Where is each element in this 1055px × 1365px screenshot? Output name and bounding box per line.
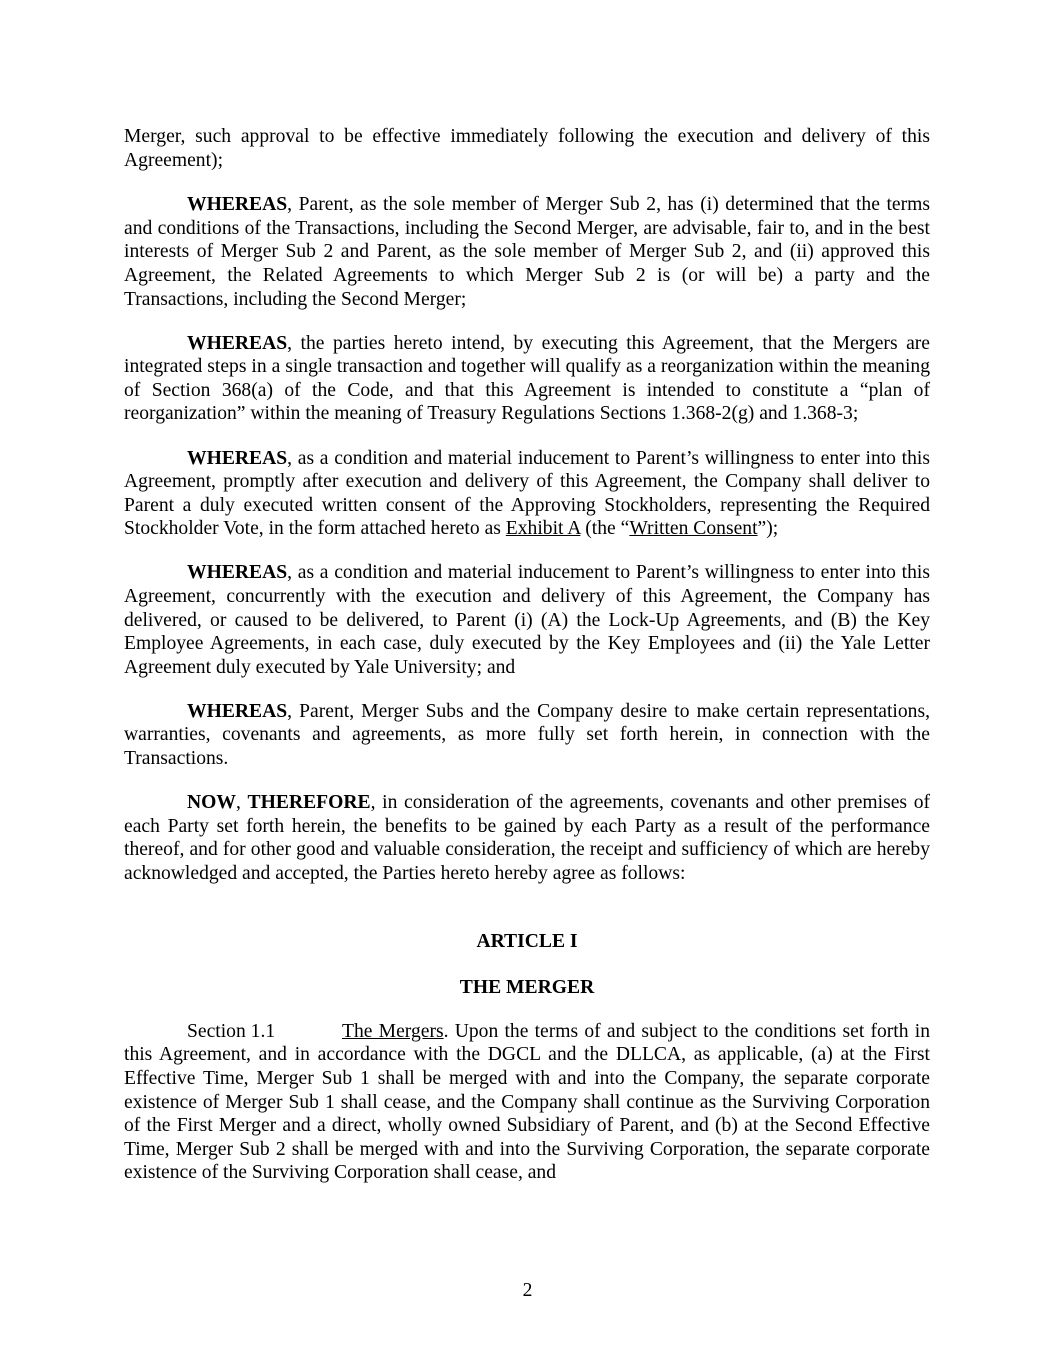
operative-paragraph: NOW, THEREFORE, in consideration of the agreements, covenants and other premises of each Party set forth herein, the benefits to be gained by each Party as a result of the performance thereof, and for other good and valuable consideration, the receipt and sufficiency of which are hereby acknowledged and accepted, the Parties hereto hereby agree as follows: bbox=[124, 792, 931, 884]
article-number: ARTICLE I bbox=[476, 930, 578, 952]
defined-term: Written Consent bbox=[629, 518, 758, 540]
recital-paragraph: WHEREAS, as a condition and material inducement to Parent’s willingness to enter into this Agreement, promptly after execution and delivery of this Agreement, the Company shall deliver to Parent a duly executed written consent of the Approving Stockholders, representing the Required Stockholder Vote, in the form attached hereto as Exhibit A (the “Written Consent”); bbox=[124, 447, 930, 540]
operative-lead: THEREFORE bbox=[247, 792, 371, 814]
article-title: THE MERGER bbox=[459, 977, 595, 999]
operative-lead: NOW bbox=[187, 792, 236, 814]
document-body bbox=[124, 125, 930, 1205]
section-paragraph: Section 1.1 The Mergers. Upon the terms of and subject to the conditions set forth in this Agreement, and in accordance with the DGCL and the DLLCA, as applicable, (a) at the First Effective Time, Merger Sub 1 shall be merged with and into the Company, the separate corporate existence of Merger Sub 1 shall cease, and the Company shall continue as the Surviving Corporation of the First Merger and a direct, wholly owned Subsidiary of Parent, and (b) at the Second Effective Time, Merger Sub 2 shall be merged with and into the Surviving Corporation, the separate corporate existence of the Surviving Corporation shall cease, and bbox=[124, 1020, 930, 1184]
recital-paragraph: WHEREAS, Parent, Merger Subs and the Company desire to make certain representations, warranties, covenants and agreements, as more fully set forth herein, in connection with the Transactions. bbox=[124, 700, 930, 770]
recital-paragraph: WHEREAS, Parent, as the sole member of Merger Sub 2, has (i) determined that the terms and conditions of the Transactions, including the Second Merger, are advisable, fair to, and in the best interests of Merger Sub 2 and Parent, as the sole member of Merger Sub 2, and (ii) approved this Agreement, the Related Agreements to which Merger Sub 2 is (or will be) a party and the Transactions, including the Second Merger; bbox=[124, 194, 930, 310]
recital-lead: WHEREAS bbox=[187, 332, 288, 354]
exhibit-reference: Exhibit A bbox=[505, 518, 581, 540]
recital-paragraph: WHEREAS, the parties hereto intend, by executing this Agreement, that the Mergers are integrated steps in a single transaction and together will qualify as a reorganization within the meaning of Section 368(a) of the Code, and that this Agreement is intended to constitute a “plan of reorganization” within the meaning of Treasury Regulations Sections 1.368-2(g) and 1.368-3; bbox=[124, 332, 930, 425]
section-number: Section 1.1 bbox=[187, 1020, 276, 1042]
recital-lead: WHEREAS bbox=[187, 194, 288, 216]
section-caption: The Mergers bbox=[342, 1020, 444, 1042]
recital-paragraph: WHEREAS, as a condition and material inducement to Parent’s willingness to enter into this Agreement, concurrently with the execution and delivery of this Agreement, the Company has delivered, or caused to be delivered, to Parent (i) (A) the Lock-Up Agreements, and (B) the Key Employee Agreements, in each case, duly executed by the Key Employees and (ii) the Yale Letter Agreement duly executed by Yale University; and bbox=[124, 562, 930, 678]
recital-lead: WHEREAS bbox=[187, 447, 288, 469]
page-number: 2 bbox=[522, 1280, 533, 1301]
recital-lead: WHEREAS bbox=[187, 700, 288, 722]
paragraph-continuation: Merger, such approval to be effective immediately following the execution and delivery of this Agreement); bbox=[124, 126, 930, 171]
recital-lead: WHEREAS bbox=[187, 562, 288, 584]
